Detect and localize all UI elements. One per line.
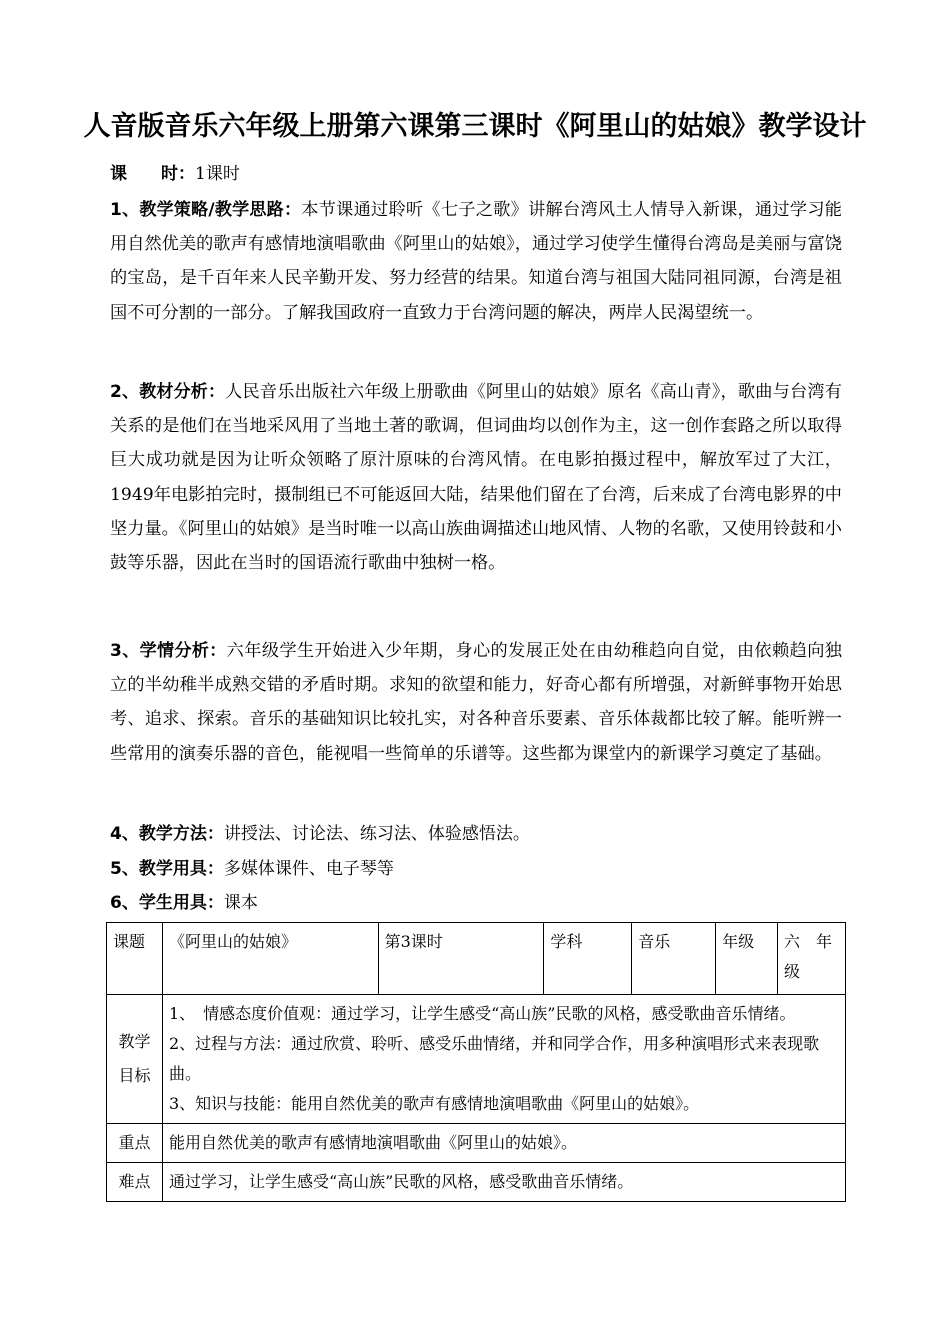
section-student-tools-text: 课本 bbox=[223, 893, 258, 913]
subject-value: 音乐 bbox=[632, 923, 716, 995]
key-text: 能用自然优美的歌声有感情地演唱歌曲《阿里山的姑娘》。 bbox=[162, 1124, 845, 1163]
section-teaching-tools bbox=[110, 858, 394, 880]
goal-item: 3、知识与技能：能用自然优美的歌声有感情地演唱歌曲《阿里山的姑娘》。 bbox=[168, 1094, 700, 1113]
section-teaching-tools-text: 多媒体课件、电子琴等 bbox=[223, 859, 394, 879]
difficulty-label: 难点 bbox=[107, 1163, 163, 1202]
table-row-key bbox=[107, 1124, 846, 1163]
grade-label: 年级 bbox=[716, 923, 778, 995]
lesson-table bbox=[106, 922, 846, 1202]
goal-item: 1、 情感态度价值观：通过学习，让学生感受“高山族”民歌的风格，感受歌曲音乐情绪。 bbox=[168, 1004, 796, 1023]
section-strategy bbox=[110, 193, 842, 330]
goals-content bbox=[162, 995, 845, 1124]
lesson-number: 第3课时 bbox=[378, 923, 544, 995]
goal-item: 2、过程与方法：通过欣赏、聆听、感受乐曲情绪，并和同学合作，用多种演唱形式来表现歌曲。 bbox=[168, 1034, 820, 1083]
key-label: 重点 bbox=[107, 1124, 163, 1163]
section-methods-label: 4、教学方法： bbox=[110, 824, 224, 844]
topic-label: 课题 bbox=[107, 923, 163, 995]
section-students-label: 3、学情分析： bbox=[110, 641, 227, 661]
section-material-label: 2、教材分析： bbox=[110, 382, 226, 402]
subject-label: 学科 bbox=[544, 923, 632, 995]
period-value: 1课时 bbox=[195, 164, 240, 184]
topic-value: 《阿里山的姑娘》 bbox=[162, 923, 378, 995]
section-strategy-label: 1、教学策略/教学思路： bbox=[110, 200, 302, 220]
section-teaching-tools-label: 5、教学用具： bbox=[110, 859, 224, 879]
table-row-goals bbox=[107, 995, 846, 1124]
section-student-tools-label: 6、学生用具： bbox=[110, 893, 224, 913]
section-material-text: 人民音乐出版社六年级上册歌曲《阿里山的姑娘》原名《高山青》，歌曲与台湾有关系的是他们在当地采风用了当地土著的歌调，但词曲均以创作为主，这一创作套路之所以取得巨大成功就是因为让听众领略了原汁原味的台湾风情。在电影拍摄过程中，解放军过了大江，1949年电影拍完时，摄制组已不可能返回大陆，结果他们留在了台湾，后来成了台湾电影界的中坚力量。《阿里山的姑娘》是当时唯一以高山族曲调描述山地风情、人物的名歌，又使用铃鼓和小鼓等乐器，因此在当时的国语流行歌曲中独树一格。 bbox=[110, 382, 842, 574]
section-student-tools bbox=[110, 892, 258, 914]
section-material bbox=[110, 375, 842, 580]
table-row-difficulty bbox=[107, 1163, 846, 1202]
page-title: 人音版音乐六年级上册第六课第三课时《阿里山的姑娘》教学设计 bbox=[83, 111, 867, 142]
section-students-text: 六年级学生开始进入少年期，身心的发展正处在由幼稚趋向自觉，由依赖趋向独立的半幼稚半成熟交错的矛盾时期。求知的欲望和能力，好奇心都有所增强，对新鲜事物开始思考、追求、探索。音乐的基础知识比较扎实，对各种音乐要素、音乐体裁都比较了解。能听辨一些常用的演奏乐器的音色，能视唱一些简单的乐谱等。这些都为课堂内的新课学习奠定了基础。 bbox=[110, 641, 842, 764]
goals-label: 教学目标 bbox=[107, 995, 163, 1124]
section-methods bbox=[110, 823, 530, 845]
period-label: 课 时： bbox=[110, 164, 195, 184]
section-methods-text: 讲授法、讨论法、练习法、体验感悟法。 bbox=[223, 824, 530, 844]
period-line bbox=[110, 163, 240, 185]
difficulty-text: 通过学习，让学生感受“高山族”民歌的风格，感受歌曲音乐情绪。 bbox=[162, 1163, 845, 1202]
section-students bbox=[110, 634, 842, 771]
table-row-topic bbox=[107, 923, 846, 995]
section-strategy-text: 本节课通过聆听《七子之歌》讲解台湾风土人情导入新课，通过学习能用自然优美的歌声有感情地演唱歌曲《阿里山的姑娘》，通过学习使学生懂得台湾岛是美丽与富饶的宝岛，是千百年来人民辛勤开发、努力经营的结果。知道台湾与祖国大陆同祖同源，台湾是祖国不可分割的一部分。了解我国政府一直致力于台湾问题的解决，两岸人民渴望统一。 bbox=[110, 200, 842, 323]
grade-value: 六 年级 bbox=[778, 923, 846, 995]
